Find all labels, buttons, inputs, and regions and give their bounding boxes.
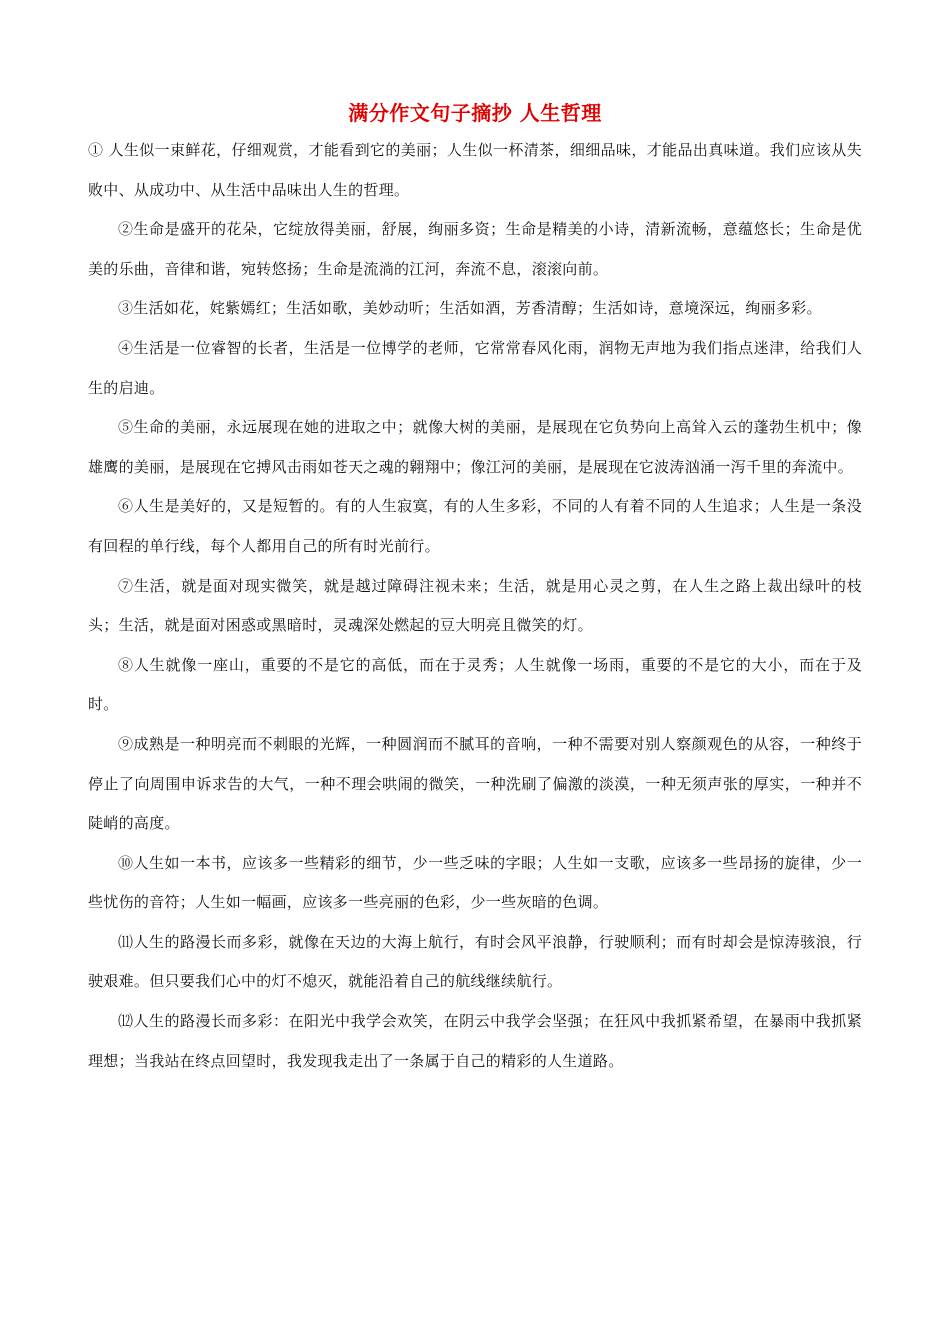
- paragraph-7: ⑦生活，就是面对现实微笑，就是越过障碍注视未来；生活，就是用心灵之剪，在人生之路上裁出绿叶的枝头；生活，就是面对困惑或黑暗时，灵魂深处燃起的豆大明亮且微笑的灯。: [88, 576, 862, 635]
- paragraph-11: ⑾人生的路漫长而多彩，就像在天边的大海上航行，有时会风平浪静，行驶顺利；而有时却会是惊涛骇浪，行驶艰难。但只要我们心中的灯不熄灭，就能沿着自己的航线继续航行。: [88, 932, 862, 991]
- paragraph-12: ⑿人生的路漫长而多彩：在阳光中我学会欢笑，在阴云中我学会坚强；在狂风中我抓紧希望，在暴雨中我抓紧理想；当我站在终点回望时，我发现我走出了一条属于自己的精彩的人生道路。: [88, 1012, 862, 1070]
- paragraph-list: [88, 131, 862, 1081]
- paragraph-5: ⑤生命的美丽，永远展现在她的进取之中；就像大树的美丽，是展现在它负势向上高耸入云的蓬勃生机中；像雄鹰的美丽，是展现在它搏风击雨如苍天之魂的翱翔中；像江河的美丽，是展现在它波涛汹涌一泻千里的奔流中。: [88, 418, 862, 476]
- paragraph-3: ③生活如花，姹紫嫣红；生活如歌，美妙动听；生活如酒，芳香清醇；生活如诗，意境深远，绚丽多彩。: [118, 299, 822, 318]
- document-page: [88, 96, 862, 1081]
- document-title: 满分作文句子摘抄 人生哲理: [348, 101, 602, 125]
- paragraph-9: ⑨成熟是一种明亮而不刺眼的光辉，一种圆润而不腻耳的音响，一种不需要对别人察颜观色的从容，一种终于停止了向周围申诉求告的大气，一种不理会哄闹的微笑，一种洗刷了偏激的淡漠，一种无须声张的厚实，一种并不陡峭的高度。: [88, 734, 862, 833]
- paragraph-4: ④生活是一位睿智的长者，生活是一位博学的老师，它常常春风化雨，润物无声地为我们指点迷津，给我们人生的启迪。: [88, 338, 862, 397]
- paragraph-8: ⑧人生就像一座山，重要的不是它的高低，而在于灵秀；人生就像一场雨，重要的不是它的大小，而在于及时。: [88, 655, 862, 714]
- paragraph-10: ⑩人生如一本书，应该多一些精彩的细节，少一些乏味的字眼；人生如一支歌，应该多一些昂扬的旋律，少一些忧伤的音符；人生如一幅画，应该多一些亮丽的色彩，少一些灰暗的色调。: [88, 853, 862, 912]
- paragraph-2: ②生命是盛开的花朵，它绽放得美丽，舒展，绚丽多资；生命是精美的小诗，清新流畅，意蕴悠长；生命是优美的乐曲，音律和谐，宛转悠扬；生命是流淌的江河，奔流不息，滚滚向前。: [88, 220, 862, 278]
- paragraph-1: ① 人生似一束鲜花，仔细观赏，才能看到它的美丽；人生似一杯清茶，细细品味，才能品出真味道。我们应该从失败中、从成功中、从生活中品味出人生的哲理。: [88, 141, 862, 199]
- paragraph-6: ⑥人生是美好的，又是短暂的。有的人生寂寞，有的人生多彩，不同的人有着不同的人生追求；人生是一条没有回程的单行线，每个人都用自己的所有时光前行。: [88, 497, 862, 555]
